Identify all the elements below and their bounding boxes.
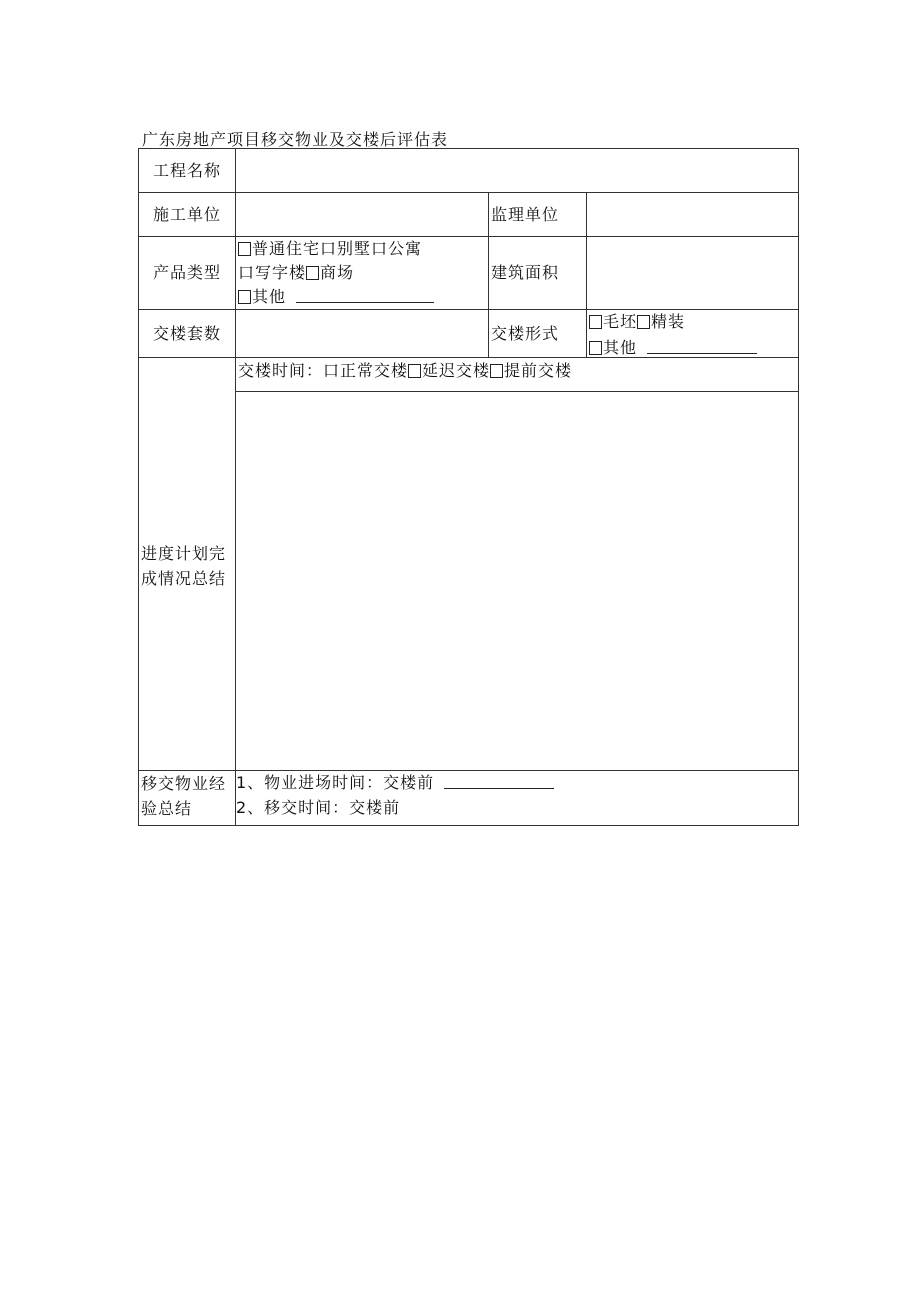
checkbox-early[interactable] [490, 364, 503, 378]
checkbox-fine[interactable] [637, 315, 650, 329]
checkbox-rough[interactable] [589, 315, 602, 329]
column-divider [488, 192, 489, 357]
option-apartment-label: 口公寓 [371, 239, 423, 258]
property-item-2: 2、移交时间：交楼前 [236, 798, 401, 817]
option-fine-label: 精装 [651, 312, 686, 331]
property-item-1 [236, 773, 554, 793]
supervision-unit-label: 监理单位 [491, 205, 560, 224]
project-name-field[interactable] [236, 149, 798, 192]
handover-form-line1 [589, 312, 685, 332]
construction-unit-label: 施工单位 [153, 205, 222, 224]
option-rough-label: 毛坯 [603, 312, 638, 331]
other-type-blank[interactable] [296, 288, 434, 303]
option-early-label: 提前交楼 [504, 361, 573, 380]
option-other-type-label: 其他 [252, 287, 287, 306]
row-divider [139, 770, 798, 771]
product-type-line1 [238, 239, 422, 259]
product-type-line2 [238, 263, 354, 283]
option-other-form-label: 其他 [603, 338, 638, 357]
other-form-blank[interactable] [647, 339, 757, 354]
handover-units-label: 交楼套数 [153, 324, 222, 343]
handover-form-line2 [589, 338, 757, 358]
option-residential-label: 普通住宅 [252, 239, 321, 258]
handover-time-label: 交楼时间： [238, 361, 324, 380]
product-type-line3 [238, 287, 434, 307]
handover-units-field[interactable] [236, 310, 488, 357]
checkbox-residential[interactable] [238, 242, 251, 256]
construction-unit-field[interactable] [236, 193, 488, 236]
building-area-label: 建筑面积 [491, 263, 560, 282]
option-commercial-label: 商场 [320, 263, 355, 282]
building-area-field[interactable] [587, 237, 798, 309]
progress-summary-label: 进度计划完成情况总结 [141, 544, 227, 588]
supervision-unit-field[interactable] [587, 193, 798, 236]
progress-summary-field[interactable] [236, 392, 798, 770]
document-title: 广东房地产项目移交物业及交楼后评估表 [142, 130, 449, 149]
checkbox-other-type[interactable] [238, 290, 251, 304]
property-entry-time-label: 1、物业进场时间：交楼前 [236, 773, 435, 792]
handover-form-label: 交楼形式 [491, 324, 560, 343]
property-summary-label: 移交物业经验总结 [141, 774, 227, 818]
handover-time-line [238, 361, 572, 381]
checkbox-commercial[interactable] [306, 266, 319, 280]
option-delayed-label: 延迟交楼 [422, 361, 491, 380]
checkbox-delayed[interactable] [408, 364, 421, 378]
checkbox-other-form[interactable] [589, 341, 602, 355]
project-name-label: 工程名称 [153, 161, 222, 180]
property-entry-time-blank[interactable] [444, 774, 554, 789]
option-villa-label: 口别墅 [320, 239, 372, 258]
option-normal-label: 口正常交楼 [323, 361, 409, 380]
product-type-label: 产品类型 [153, 263, 222, 282]
evaluation-form-table [138, 148, 799, 826]
option-office-label: 口写字楼 [238, 263, 307, 282]
